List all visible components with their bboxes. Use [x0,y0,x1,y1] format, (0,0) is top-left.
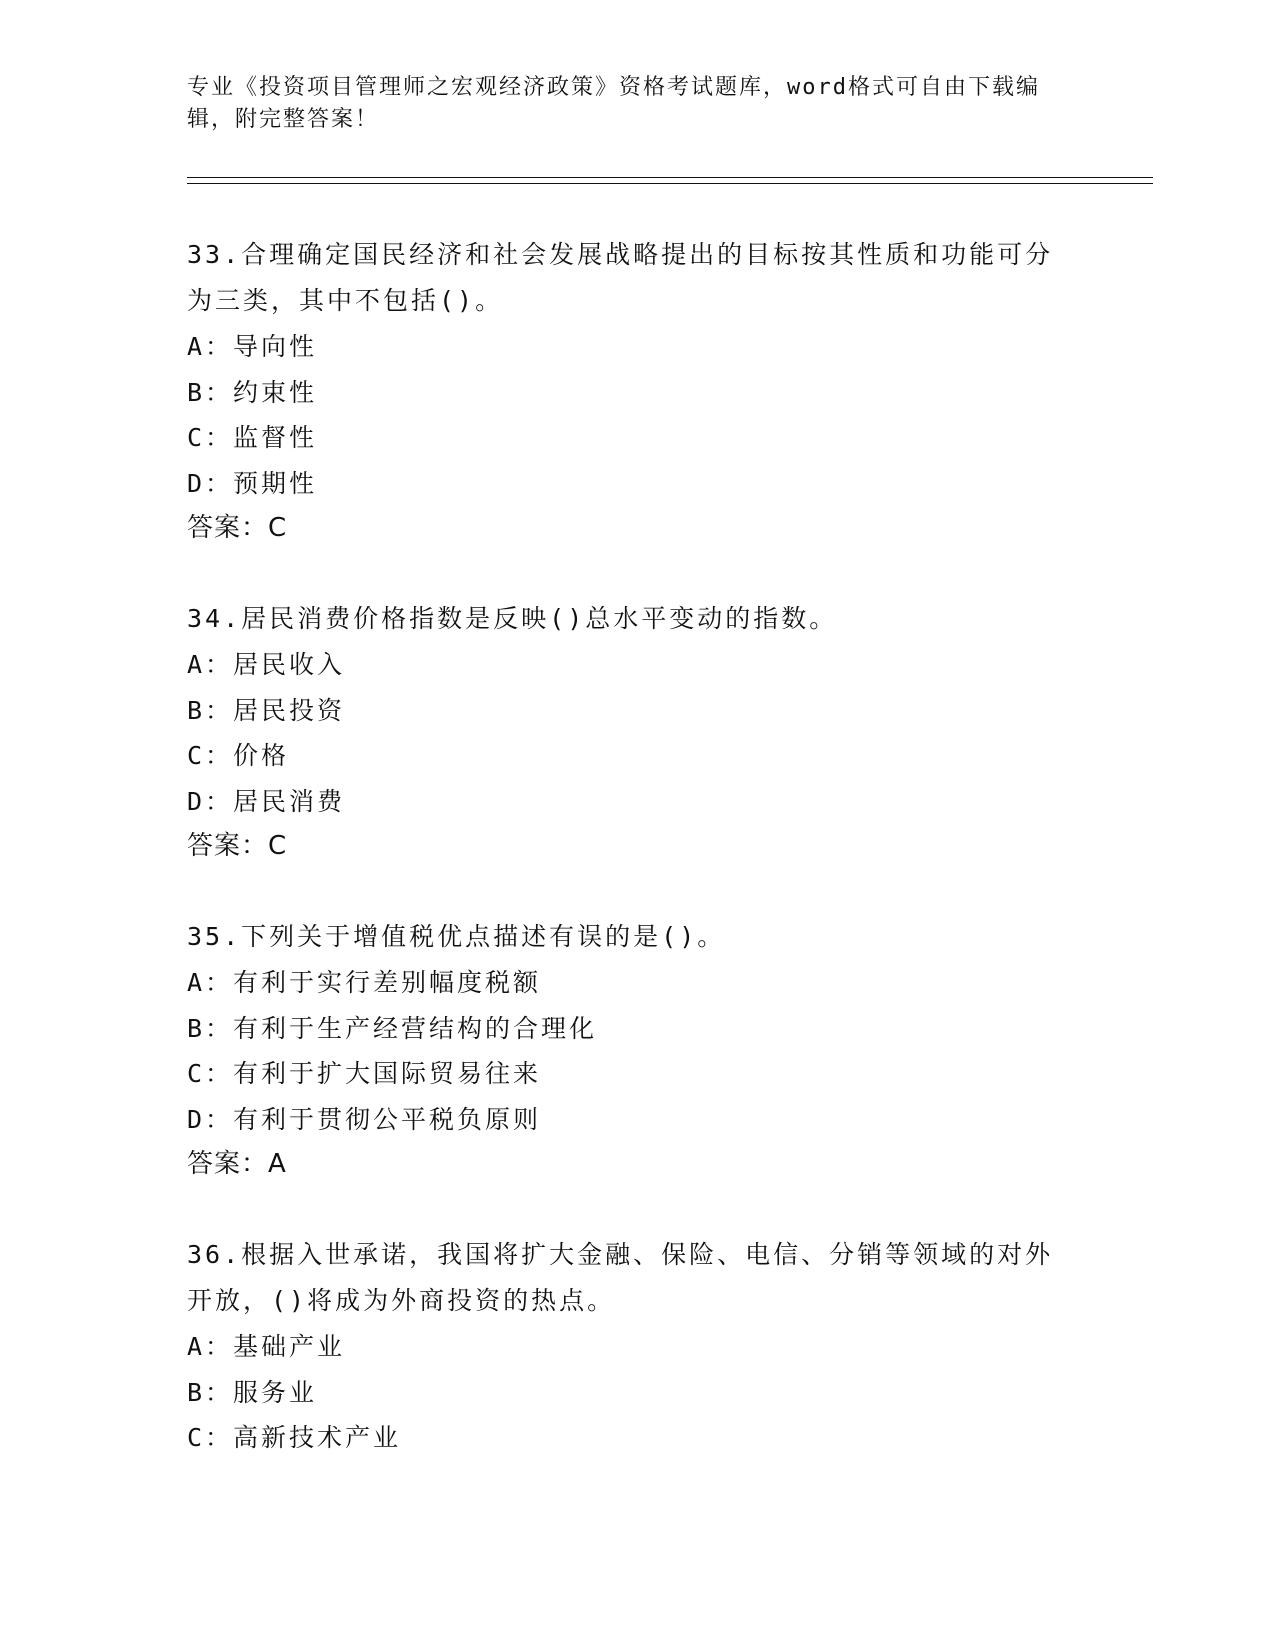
question-35 [187,914,1087,1187]
option-b: B：服务业 [187,1377,318,1407]
option-b: B：约束性 [187,377,318,407]
question-spacer [187,869,1087,914]
header-divider-top [187,177,1153,178]
question-stem-line: 34.居民消费价格指数是反映()总水平变动的指数。 [187,604,838,633]
option-d: D：居民消费 [187,786,346,816]
question-stem-line: 为三类，其中不包括()。 [187,286,504,315]
option-b: B：居民投资 [187,695,346,725]
question-36 [187,1232,1087,1461]
option-c: C：价格 [187,741,290,770]
question-stem-line: 36.根据入世承诺，我国将扩大金融、保险、电信、分销等领域的对外 [187,1240,1054,1269]
question-stem-line: 35.下列关于增值税优点描述有误的是()。 [187,922,726,951]
option-a: A：居民收入 [187,650,346,679]
answer-line: 答案：A [187,1149,287,1179]
header-line-2: 辑，附完整答案！ [187,107,380,132]
option-d: D：有利于贯彻公平税负原则 [187,1104,542,1134]
option-d: D：预期性 [187,468,318,498]
header-line-1: 专业《投资项目管理师之宏观经济政策》资格考试题库，word格式可自由下载编 [187,75,1040,100]
document-header [187,72,1067,136]
option-c: C：有利于扩大国际贸易往来 [187,1059,542,1088]
option-a: A：导向性 [187,332,318,361]
question-spacer [187,1187,1087,1232]
option-a: A：基础产业 [187,1332,346,1361]
option-c: C：高新技术产业 [187,1423,402,1452]
question-33 [187,232,1087,551]
option-b: B：有利于生产经营结构的合理化 [187,1013,598,1043]
question-list [187,232,1087,1461]
header-divider-bottom [187,183,1153,184]
question-34 [187,596,1087,869]
answer-line: 答案：C [187,513,288,543]
question-stem-line: 开放，()将成为外商投资的热点。 [187,1286,616,1315]
question-stem-line: 33.合理确定国民经济和社会发展战略提出的目标按其性质和功能可分 [187,240,1054,269]
option-a: A：有利于实行差别幅度税额 [187,968,542,997]
answer-line: 答案：C [187,831,288,861]
option-c: C：监督性 [187,423,318,452]
question-spacer [187,551,1087,596]
